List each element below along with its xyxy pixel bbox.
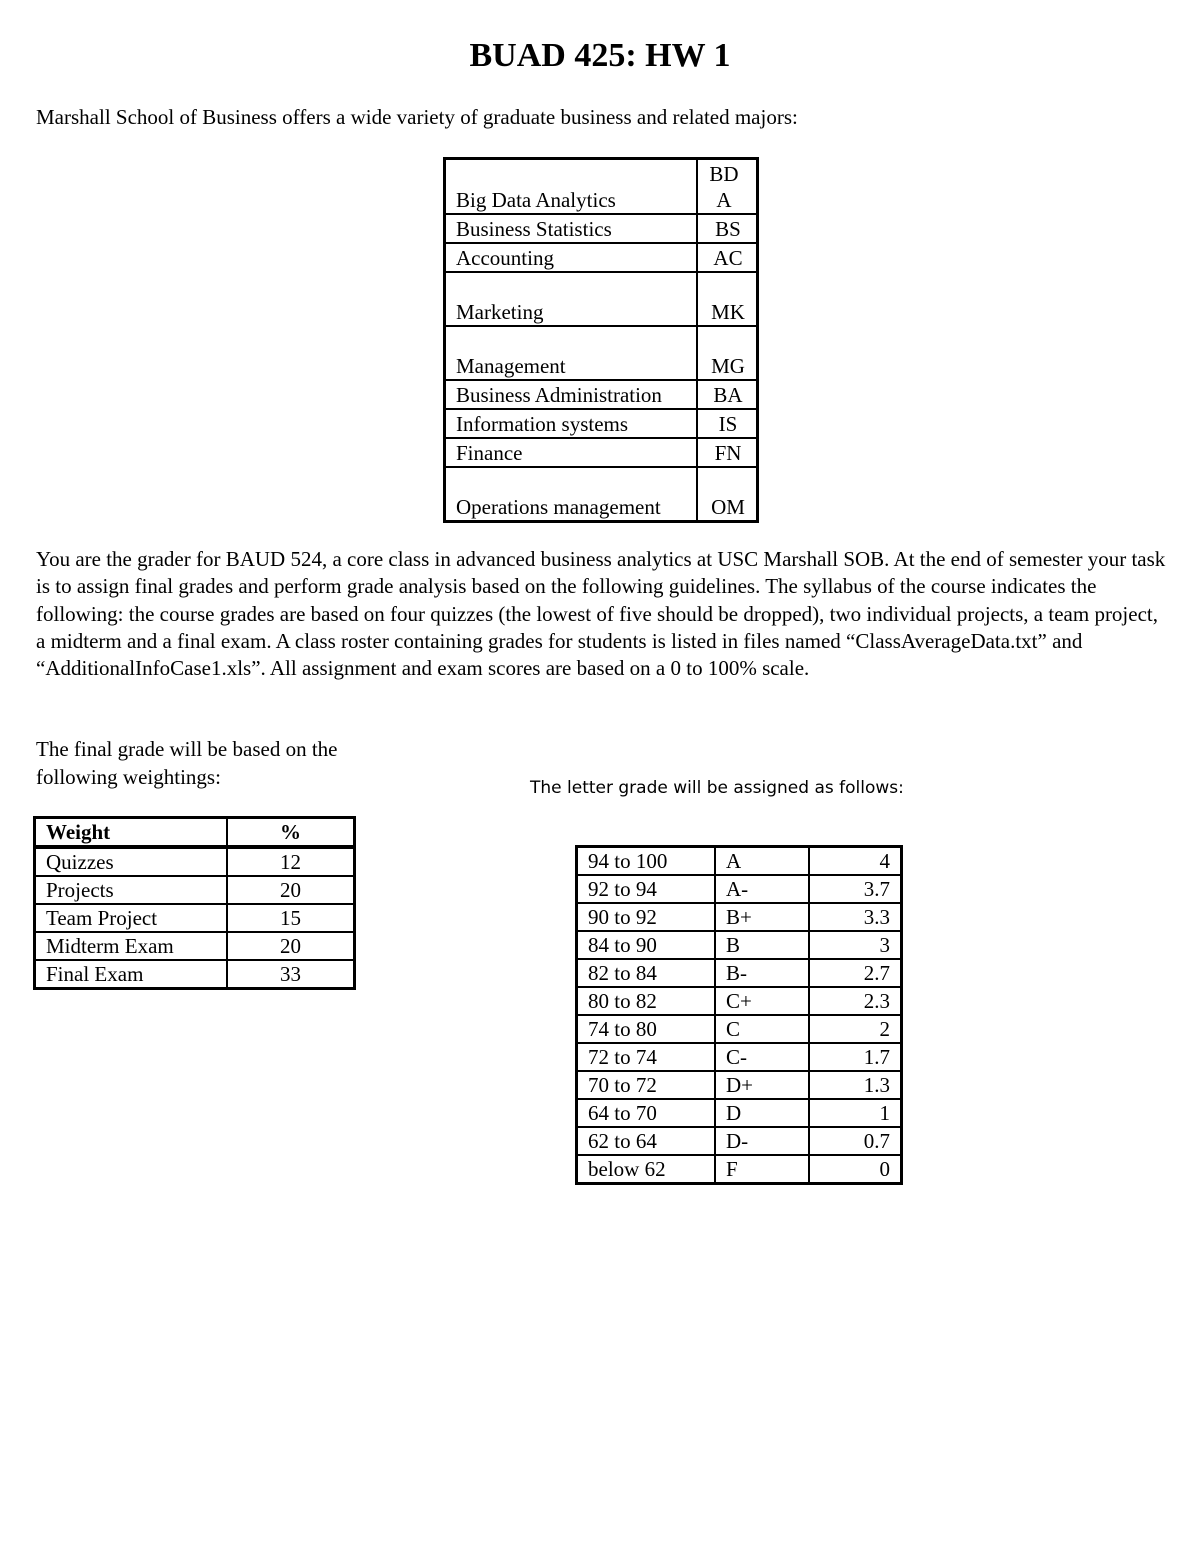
grade-points: 0 <box>809 1155 902 1184</box>
grade-points: 2 <box>809 1015 902 1043</box>
major-code: BA <box>697 380 758 409</box>
major-name: Big Data Analytics <box>445 159 698 215</box>
major-code-text: BDA <box>709 162 739 212</box>
table-row <box>445 272 758 326</box>
score-range: 70 to 72 <box>577 1071 716 1099</box>
major-code: BS <box>697 214 758 243</box>
table-row <box>35 932 355 960</box>
letter-grade: C <box>715 1015 809 1043</box>
letter-grade: B <box>715 931 809 959</box>
major-name: Accounting <box>445 243 698 272</box>
instructions-paragraph: You are the grader for BAUD 524, a core class in advanced business analytics at USC Marshall SOB. At the end of semester your task is to assign final grades and perform grade analysis based on the following guidelines. The syllabus of the course indicates the following: the course grades are based on four quizzes (the lowest of five should be dropped), two individual projects, a team project, a midterm and a final exam. A class roster containing grades for students is listed in files named “ClassAverageData.txt” and “AdditionalInfoCase1.xls”. All assignment and exam scores are based on a 0 to 100% scale. <box>36 547 1166 681</box>
grade-points: 3 <box>809 931 902 959</box>
weight-percent: 15 <box>227 904 355 932</box>
letter-grade: C+ <box>715 987 809 1015</box>
major-code: FN <box>697 438 758 467</box>
letter-grade: D <box>715 1099 809 1127</box>
grade-points: 0.7 <box>809 1127 902 1155</box>
major-name: Operations management <box>445 467 698 522</box>
weight-percent: 20 <box>227 876 355 904</box>
weight-name: Projects <box>35 876 228 904</box>
table-row <box>577 1071 902 1099</box>
grade-points: 3.3 <box>809 903 902 931</box>
score-range: 94 to 100 <box>577 847 716 876</box>
table-row <box>577 903 902 931</box>
score-range: 82 to 84 <box>577 959 716 987</box>
table-row <box>35 876 355 904</box>
major-name: Finance <box>445 438 698 467</box>
weights-intro-text: The final grade will be based on the following weightings: <box>36 737 338 789</box>
weight-name: Midterm Exam <box>35 932 228 960</box>
grade-points: 3.7 <box>809 875 902 903</box>
score-range: 84 to 90 <box>577 931 716 959</box>
score-range: below 62 <box>577 1155 716 1184</box>
major-code <box>697 159 758 215</box>
table-row <box>445 159 758 215</box>
grade-points: 1.3 <box>809 1071 902 1099</box>
table-row <box>577 1099 902 1127</box>
weights-table <box>33 816 356 990</box>
major-name: Management <box>445 326 698 380</box>
letter-grade: A <box>715 847 809 876</box>
table-row <box>445 438 758 467</box>
document-title: BUAD 425: HW 1 <box>469 37 731 74</box>
table-row <box>445 409 758 438</box>
table-row <box>445 243 758 272</box>
table-row <box>445 467 758 522</box>
grade-points: 4 <box>809 847 902 876</box>
letter-grade: B- <box>715 959 809 987</box>
letter-grade-table <box>575 845 903 1185</box>
major-name: Business Statistics <box>445 214 698 243</box>
major-code: IS <box>697 409 758 438</box>
majors-table <box>443 157 759 523</box>
score-range: 74 to 80 <box>577 1015 716 1043</box>
table-row <box>577 1043 902 1071</box>
score-range: 62 to 64 <box>577 1127 716 1155</box>
major-name: Information systems <box>445 409 698 438</box>
letter-grade: B+ <box>715 903 809 931</box>
weight-percent: 12 <box>227 847 355 876</box>
letter-grade: F <box>715 1155 809 1184</box>
major-code: MK <box>697 272 758 326</box>
table-row <box>445 214 758 243</box>
major-code: OM <box>697 467 758 522</box>
table-row <box>577 1155 902 1184</box>
table-row <box>35 904 355 932</box>
weight-name: Final Exam <box>35 960 228 989</box>
letter-grade: D- <box>715 1127 809 1155</box>
grade-points: 1 <box>809 1099 902 1127</box>
weight-percent: 33 <box>227 960 355 989</box>
score-range: 64 to 70 <box>577 1099 716 1127</box>
table-row <box>577 959 902 987</box>
score-range: 72 to 74 <box>577 1043 716 1071</box>
grade-points: 2.3 <box>809 987 902 1015</box>
letter-grade: D+ <box>715 1071 809 1099</box>
weight-percent: 20 <box>227 932 355 960</box>
weight-name: Quizzes <box>35 847 228 876</box>
table-row <box>445 326 758 380</box>
weight-column-header: Weight <box>35 818 228 848</box>
grade-points: 2.7 <box>809 959 902 987</box>
percent-column-header: % <box>227 818 355 848</box>
major-name: Business Administration <box>445 380 698 409</box>
score-range: 80 to 82 <box>577 987 716 1015</box>
table-header-row <box>35 818 355 848</box>
weight-name: Team Project <box>35 904 228 932</box>
major-code: AC <box>697 243 758 272</box>
table-row <box>577 847 902 876</box>
table-row <box>35 960 355 989</box>
score-range: 92 to 94 <box>577 875 716 903</box>
letter-grade-intro-text: The letter grade will be assigned as follows: <box>530 778 904 798</box>
table-row <box>577 875 902 903</box>
table-row <box>577 1127 902 1155</box>
table-row <box>577 931 902 959</box>
table-row <box>35 847 355 876</box>
major-code: MG <box>697 326 758 380</box>
table-row <box>577 1015 902 1043</box>
intro-text: Marshall School of Business offers a wide variety of graduate business and related majors: <box>36 105 798 129</box>
score-range: 90 to 92 <box>577 903 716 931</box>
table-row <box>577 987 902 1015</box>
major-name: Marketing <box>445 272 698 326</box>
grade-points: 1.7 <box>809 1043 902 1071</box>
letter-grade: C- <box>715 1043 809 1071</box>
table-row <box>445 380 758 409</box>
letter-grade: A- <box>715 875 809 903</box>
